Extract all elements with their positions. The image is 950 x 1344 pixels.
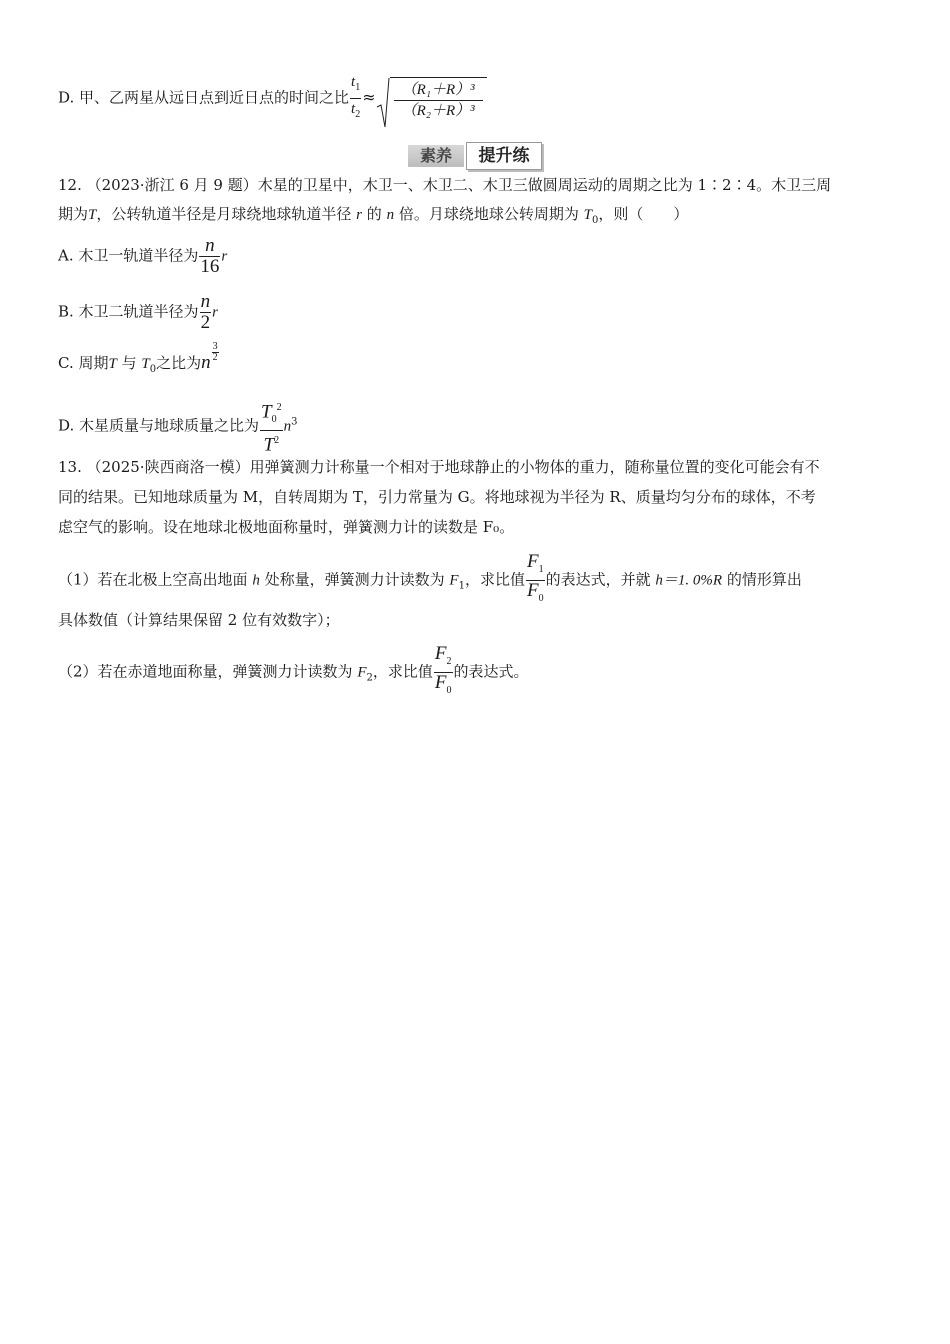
- banner-right-label: 提升练: [466, 142, 542, 170]
- q12-option-b: B. 木卫二轨道半径为 $\frac{n}{2}$ r: [58, 291, 218, 333]
- q13-stem-line-3: 虑空气的影响。设在地球北极地面称量时，弹簧测力计的读数是 F₀。: [58, 518, 515, 536]
- radical-sign-icon: [376, 77, 390, 129]
- approx-sign: ≈: [362, 87, 376, 107]
- time-ratio-fraction: $\frac{t_1}{t_2}$: [351, 74, 361, 120]
- radicand-denominator: （R₂＋R）³: [401, 102, 475, 119]
- radicand-numerator: （R₁＋R）³: [394, 80, 483, 101]
- q12-stem-line-2: 期为T，公转轨道半径是月球绕地球轨道半径 r 的 n 倍。月球绕地球公转周期为 $T_0$，则（ ）: [58, 205, 689, 226]
- q13-stem-line-2: 同的结果。已知地球质量为 M，自转周期为 T，引力常量为 G。将地球视为半径为 R、质量均匀分布的球体，不考: [58, 488, 816, 506]
- option-c-base: n: [201, 352, 211, 373]
- q12-option-d: D. 木星质量与地球质量之比为 $\frac{T_0^2}{T^2}$ $n^3$: [58, 398, 297, 455]
- q12-stem-line-1: 12. （2023·浙江 6 月 9 题）木星的卫星中，木卫一、木卫二、木卫三做圆周运动的周期之比为 1∶2∶4。木卫三周: [58, 176, 832, 194]
- q12-option-c: C. 周期T 与 $T_0$之比为n $\frac{3}{2}$: [58, 341, 218, 375]
- option-a-fraction: $\frac{n}{16}$: [200, 235, 220, 277]
- option-b-fraction: $\frac{n}{2}$: [200, 291, 211, 333]
- q12-option-a: A. 木卫一轨道半径为 $\frac{n}{16}$ r: [58, 235, 228, 277]
- option-c-exponent: $\frac{3}{2}$: [212, 341, 218, 363]
- q13-part-2: （2）若在赤道地面称量，弹簧测力计读数为 $F_2$，求比值 $\frac{F_2}{F_0}$ 的表达式。: [58, 644, 529, 701]
- q13-stem-line-1: 13. （2025·陕西商洛一模）用弹簧测力计称量一个相对于地球静止的小物体的重力，随称量位置的变化可能会有不: [58, 458, 820, 476]
- section-banner: [408, 142, 542, 170]
- part-2-ratio-fraction: $\frac{F_2}{F_0}$: [434, 643, 452, 696]
- square-root: [376, 77, 487, 121]
- q13-part-1: （1）若在北极上空高出地面 h 处称量，弹簧测力计读数为 $F_1$，求比值 $\frac{F_1}{F_0}$ 的表达式，并就 h＝1. 0%R 的情形算出: [58, 552, 802, 609]
- q11-option-d-label: D. 甲、乙两星从远日点到近日点的时间之比: [58, 88, 350, 107]
- banner-left-label: 素养: [408, 145, 464, 167]
- part-1-ratio-fraction: $\frac{F_1}{F_0}$: [526, 551, 544, 604]
- q11-option-d: [58, 72, 487, 125]
- option-d-fraction: $\frac{T_0^2}{T^2}$: [260, 398, 283, 455]
- q13-part-1-line-2: 具体数值（计算结果保留 2 位有效数字）；: [58, 611, 340, 629]
